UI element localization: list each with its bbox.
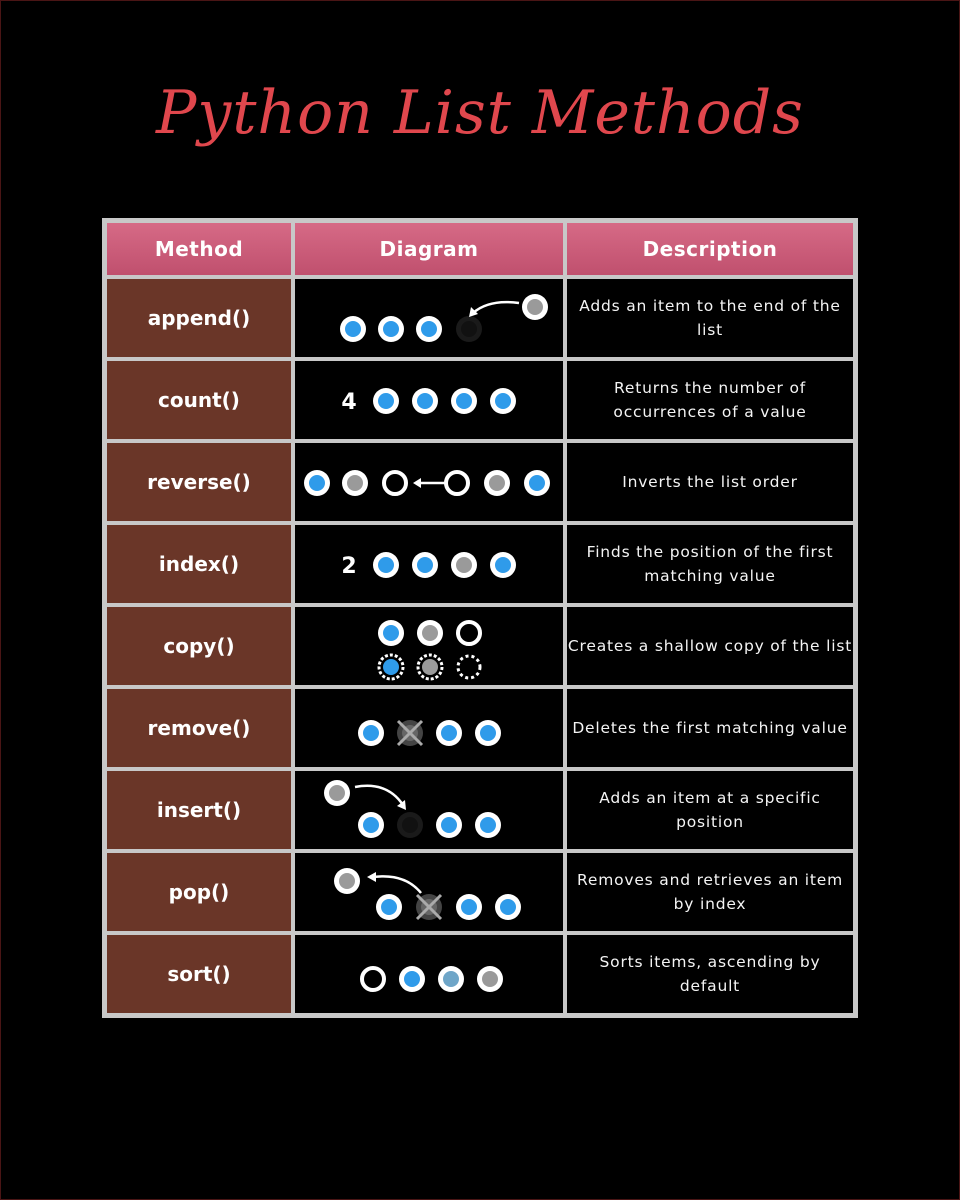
method-name: append() [105, 277, 293, 359]
method-name: sort() [105, 933, 293, 1015]
header-diagram: Diagram [293, 221, 565, 277]
method-description: Removes and retrieves an item by index [565, 851, 855, 933]
methods-table [102, 218, 858, 1018]
method-description: Adds an item at a specific position [565, 769, 855, 851]
method-description: Deletes the first matching value [565, 687, 855, 769]
method-name: pop() [105, 851, 293, 933]
header-row [105, 221, 855, 277]
sort-diagram [293, 933, 565, 1015]
table-row [105, 769, 855, 851]
count-diagram [293, 359, 565, 441]
method-name: remove() [105, 687, 293, 769]
method-description: Finds the position of the first matching value [565, 523, 855, 605]
copy-diagram [293, 605, 565, 687]
method-name: insert() [105, 769, 293, 851]
method-name: index() [105, 523, 293, 605]
table-row [105, 359, 855, 441]
method-description: Returns the number of occurrences of a value [565, 359, 855, 441]
index-diagram [293, 523, 565, 605]
method-description: Sorts items, ascending by default [565, 933, 855, 1015]
table-row [105, 523, 855, 605]
page-title: Python List Methods [156, 78, 804, 148]
remove-diagram [293, 687, 565, 769]
count-result-number: 4 [341, 390, 357, 415]
append-diagram [293, 277, 565, 359]
table-row [105, 441, 855, 523]
table-row [105, 933, 855, 1015]
table-row [105, 687, 855, 769]
method-description: Creates a shallow copy of the list [565, 605, 855, 687]
method-description: Inverts the list order [565, 441, 855, 523]
insert-diagram [293, 769, 565, 851]
pop-diagram [293, 851, 565, 933]
table-row [105, 277, 855, 359]
method-description: Adds an item to the end of the list [565, 277, 855, 359]
table-row [105, 851, 855, 933]
method-name: count() [105, 359, 293, 441]
header-method: Method [105, 221, 293, 277]
header-description: Description [565, 221, 855, 277]
method-name: reverse() [105, 441, 293, 523]
table-row [105, 605, 855, 687]
reverse-diagram [293, 441, 565, 523]
method-name: copy() [105, 605, 293, 687]
index-result-number: 2 [341, 554, 357, 579]
